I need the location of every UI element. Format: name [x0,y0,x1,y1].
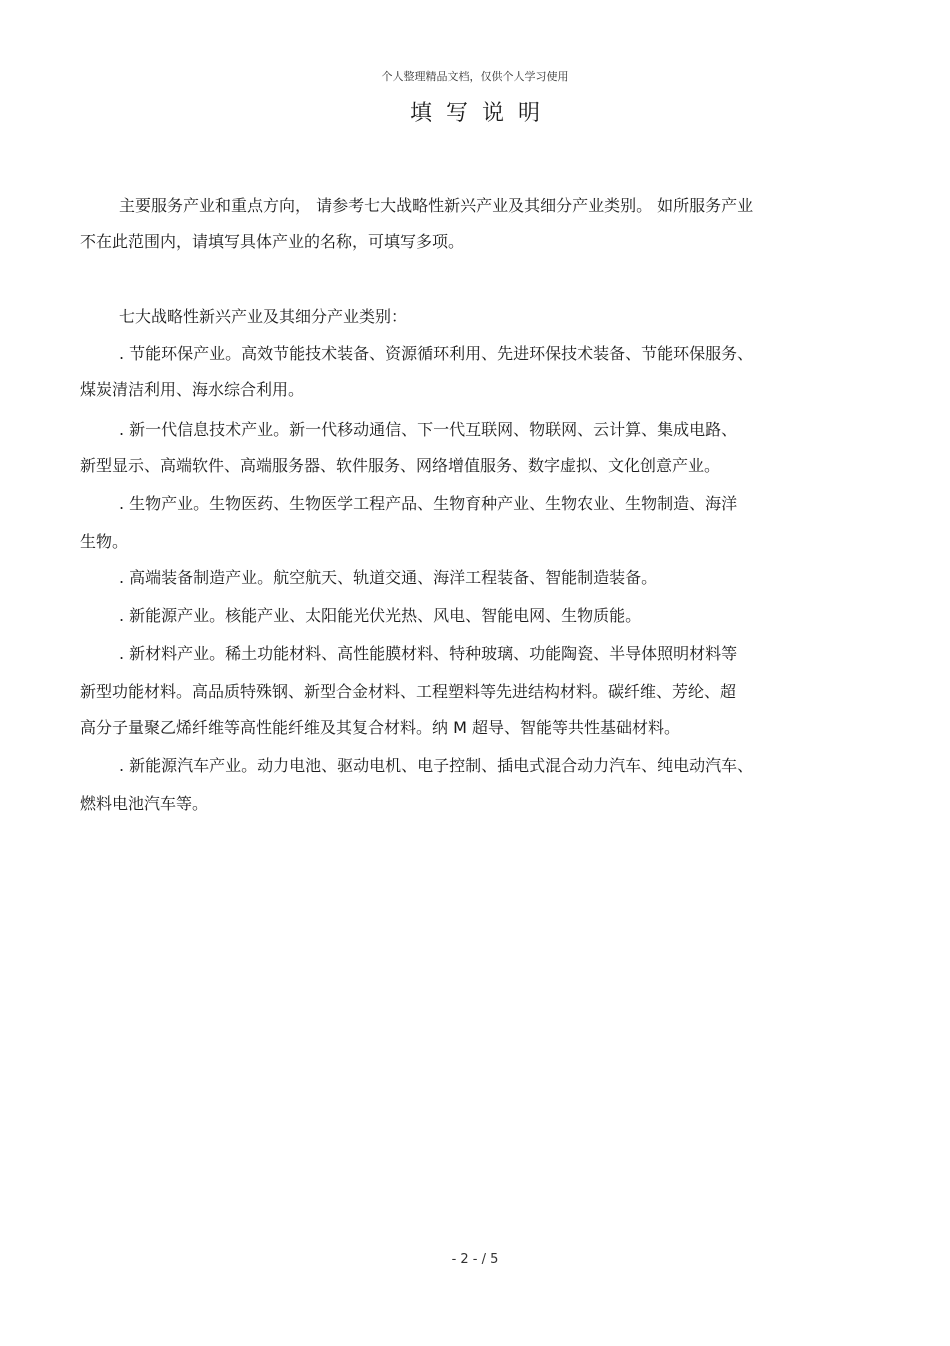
list-heading: 七大战略性新兴产业及其细分产业类别： [119,307,408,326]
list-item-6-line-3: 高分子量聚乙烯纤维等高性能纤维及其复合材料。纳 M 超导、智能等共性基础材料。 [80,718,680,737]
list-item-1-line-2: 煤炭清洁利用、海水综合利用。 [80,380,305,399]
document-title: 填写说明 [409,101,554,126]
list-item-2-line-2: 新型显示、高端软件、高端服务器、软件服务、网络增值服务、数字虚拟、文化创意产业。 [80,456,721,475]
list-item-2-line-1: . 新一代信息技术产业。新一代移动通信、下一代互联网、物联网、云计算、集成电路、 [119,420,738,439]
list-item-1-line-1: . 节能环保产业。高效节能技术装备、资源循环利用、先进环保技术装备、节能环保服务、 [119,344,754,363]
list-item-6-line-2: 新型功能材料。高品质特殊钢、新型合金材料、工程塑料等先进结构材料。碳纤维、芳纶、超 [80,682,737,701]
list-item-3-line-2: 生物。 [80,532,129,551]
list-item-6-line-1: . 新材料产业。稀土功能材料、高性能膜材料、特种玻璃、功能陶瓷、半导体照明材料等 [119,644,738,663]
list-item-4-line-1: . 高端装备制造产业。航空航天、轨道交通、海洋工程装备、智能制造装备。 [119,568,658,587]
list-item-7-line-1: . 新能源汽车产业。动力电池、驱动电机、电子控制、插电式混合动力汽车、纯电动汽车、 [119,756,754,775]
list-item-3-line-1: . 生物产业。生物医药、生物医学工程产品、生物育种产业、生物农业、生物制造、海洋 [119,494,738,513]
list-item-5-line-1: . 新能源产业。核能产业、太阳能光伏光热、风电、智能电网、生物质能。 [119,606,642,625]
intro-line-1: 主要服务产业和重点方向， 请参考七大战略性新兴产业及其细分产业类别。 如所服务产业 [119,196,754,215]
page-number: - 2 - / 5 [451,1252,499,1267]
list-item-7-line-2: 燃料电池汽车等。 [80,794,209,813]
watermark-text: 个人整理精品文档，仅供个人学习使用 [381,70,569,83]
intro-line-2: 不在此范围内，请填写具体产业的名称，可填写多项。 [80,232,465,251]
